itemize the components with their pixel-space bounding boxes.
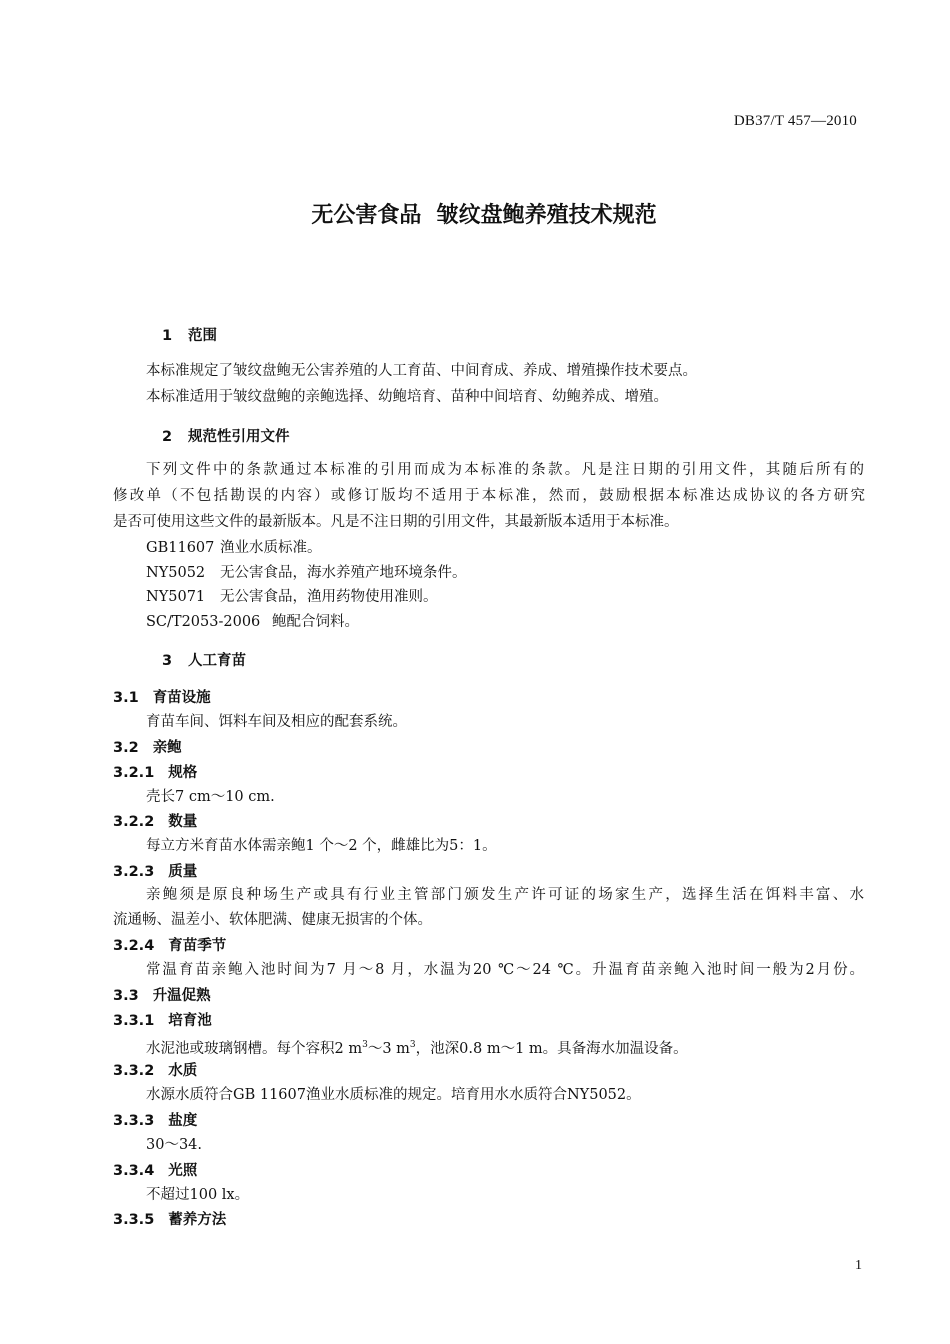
subsection-3-3-5-heading <box>113 1210 226 1230</box>
section-1-paragraph-2: 本标准适用于皱纹盘鲍的亲鲍选择、幼鲍培育、苗种中间培育、幼鲍养成、增殖。 <box>146 389 668 405</box>
subsection-3-2-3-heading <box>113 862 197 882</box>
subsection-number: 3.3.4 <box>113 1163 155 1179</box>
document-title: 无公害食品 皱纹盘鲍养殖技术规范 <box>311 203 657 228</box>
subsection-number: 3.1 <box>113 690 139 706</box>
subsection-title: 规格 <box>168 765 198 781</box>
section-2-heading <box>162 427 290 447</box>
superscript: 3 <box>362 1040 368 1050</box>
subsection-3-2-4-heading <box>113 936 226 956</box>
reference-item <box>146 563 467 583</box>
section-2-intro-line-1: 下列文件中的条款通过本标准的引用而成为本标准的条款。凡是注日期的引用文件，其随后所有的 <box>146 462 864 478</box>
subsection-number: 3.2 <box>113 740 139 756</box>
subsection-3-3-2-heading <box>113 1061 197 1081</box>
subsection-title: 育苗设施 <box>152 690 211 706</box>
section-3-heading <box>162 651 246 671</box>
subsection-3-3-1-heading <box>113 1011 212 1031</box>
reference-item <box>146 587 438 607</box>
subsection-title: 亲鲍 <box>152 740 182 756</box>
subsection-title: 质量 <box>168 864 198 880</box>
subsection-title: 育苗季节 <box>168 938 227 954</box>
section-2-intro-line-3: 是否可使用这些文件的最新版本。凡是不注日期的引用文件，其最新版本适用于本标准。 <box>113 514 679 530</box>
superscript: 3 <box>409 1040 416 1050</box>
subsection-3-2-4-text: 常温育苗亲鲍入池时间为7 月～8 月，水温为20 ℃～24 ℃。升温育苗亲鲍入池时间一般为2月份。 <box>146 962 864 978</box>
section-1-heading <box>162 326 217 346</box>
subsection-3-2-3-line-1: 亲鲍须是原良种场生产或具有行业主管部门颁发生产许可证的场家生产，选择生活在饵料丰富、水 <box>146 887 864 903</box>
reference-text: 无公害食品，海水养殖产地环境条件。 <box>220 565 467 581</box>
subsection-number: 3.2.3 <box>113 864 155 880</box>
subsection-number: 3.3.3 <box>113 1113 155 1129</box>
reference-code: GB11607 <box>146 540 215 556</box>
subsection-3-2-1-text: 壳长7 cm～10 cm. <box>146 789 275 805</box>
subsection-number: 3.2.2 <box>113 814 155 830</box>
section-title: 规范性引用文件 <box>188 429 290 445</box>
section-2-intro-line-2: 修改单（不包括勘误的内容）或修订版均不适用于本标准，然而，鼓励根据本标准达成协议的各方研究 <box>113 488 865 504</box>
subsection-title: 数量 <box>168 814 198 830</box>
subsection-3-3-1-text <box>146 1035 688 1059</box>
subsection-title: 升温促熟 <box>152 988 211 1004</box>
subsection-3-2-2-heading <box>113 812 197 832</box>
section-title: 范围 <box>188 328 217 344</box>
subsection-title: 蓄养方法 <box>168 1212 227 1228</box>
section-number: 2 <box>162 429 173 445</box>
section-number: 3 <box>162 653 173 669</box>
reference-item <box>146 612 359 632</box>
subsection-number: 3.2.1 <box>113 765 155 781</box>
subsection-number: 3.2.4 <box>113 938 155 954</box>
subsection-title: 盐度 <box>168 1113 198 1129</box>
subsection-title: 光照 <box>168 1163 198 1179</box>
reference-code: SC/T2053-2006 <box>146 614 261 630</box>
reference-text: 渔业水质标准。 <box>220 540 322 556</box>
subsection-3-3-4-text: 不超过100 lx。 <box>146 1187 250 1203</box>
subsection-title: 培育池 <box>168 1013 212 1029</box>
subsection-3-1-heading <box>113 688 211 708</box>
subsection-3-3-heading <box>113 986 211 1006</box>
subsection-3-3-3-text: 30～34. <box>146 1137 203 1153</box>
subsection-number: 3.3.5 <box>113 1212 155 1228</box>
reference-code: NY5071 <box>146 589 206 605</box>
subsection-number: 3.3 <box>113 988 139 1004</box>
subsection-3-2-3-line-2: 流通畅、温差小、软体肥满、健康无损害的个体。 <box>113 912 432 928</box>
reference-item <box>146 538 322 558</box>
page-number: 1 <box>855 1258 862 1273</box>
subsection-3-2-heading <box>113 738 182 758</box>
text-part: 水泥池或玻璃钢槽。每个容积2 m <box>146 1040 363 1057</box>
text-part: ～3 m <box>367 1040 410 1057</box>
subsection-3-2-1-heading <box>113 763 197 783</box>
subsection-3-3-2-text: 水源水质符合GB 11607渔业水质标准的规定。培育用水水质符合NY5052。 <box>146 1087 641 1103</box>
subsection-number: 3.3.2 <box>113 1063 155 1079</box>
section-title: 人工育苗 <box>188 653 246 669</box>
subsection-3-3-3-heading <box>113 1111 197 1131</box>
subsection-title: 水质 <box>168 1063 198 1079</box>
reference-code: NY5052 <box>146 565 206 581</box>
standard-code: DB37/T 457—2010 <box>733 113 857 129</box>
reference-text: 无公害食品，渔用药物使用准则。 <box>220 589 438 605</box>
subsection-3-1-text: 育苗车间、饵料车间及相应的配套系统。 <box>146 714 407 730</box>
reference-text: 鲍配合饲料。 <box>272 614 359 630</box>
section-number: 1 <box>162 328 173 344</box>
section-1-paragraph-1: 本标准规定了皱纹盘鲍无公害养殖的人工育苗、中间育成、养成、增殖操作技术要点。 <box>146 363 697 379</box>
text-part: ，池深0.8 m～1 m。具备海水加温设备。 <box>415 1040 688 1057</box>
subsection-3-3-4-heading <box>113 1161 197 1181</box>
subsection-3-2-2-text: 每立方米育苗水体需亲鲍1 个～2 个，雌雄比为5：1。 <box>146 838 497 854</box>
subsection-number: 3.3.1 <box>113 1013 155 1029</box>
